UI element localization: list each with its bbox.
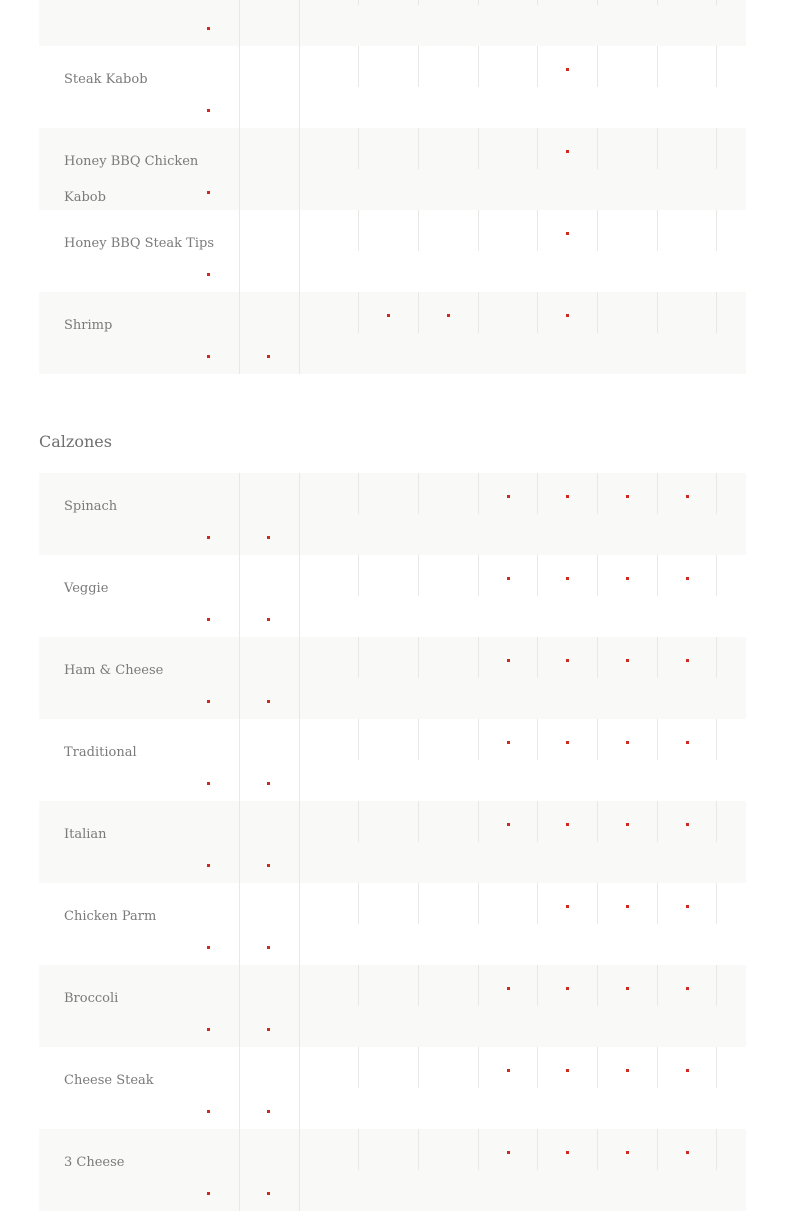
column-divider [418, 719, 419, 760]
table-row [39, 473, 746, 555]
column-divider [537, 801, 538, 842]
column-divider [358, 1129, 359, 1170]
option-marker [267, 782, 270, 785]
item-name: Chicken Parm [64, 909, 157, 924]
column-divider [657, 801, 658, 842]
column-divider [418, 1129, 419, 1170]
column-divider [299, 801, 300, 883]
column-divider [597, 719, 598, 760]
column-divider [478, 0, 479, 5]
column-divider [716, 210, 717, 251]
option-marker [207, 782, 210, 785]
column-divider [299, 0, 300, 46]
table-row [39, 719, 746, 801]
column-divider [597, 210, 598, 251]
column-divider [657, 965, 658, 1006]
option-marker [566, 495, 569, 498]
column-divider [537, 637, 538, 678]
option-marker [566, 314, 569, 317]
column-divider [716, 719, 717, 760]
table-row [39, 555, 746, 637]
option-marker [686, 495, 689, 498]
option-marker [566, 232, 569, 235]
table-row [39, 801, 746, 883]
column-divider [657, 0, 658, 5]
option-marker [686, 987, 689, 990]
column-divider [716, 965, 717, 1006]
option-marker [566, 741, 569, 744]
column-divider [418, 637, 419, 678]
column-divider [418, 883, 419, 924]
column-divider [418, 0, 419, 5]
option-marker [507, 577, 510, 580]
column-divider [239, 965, 240, 1047]
column-divider [239, 128, 240, 210]
column-divider [418, 292, 419, 333]
column-divider [299, 637, 300, 719]
column-divider [418, 1047, 419, 1088]
column-divider [537, 0, 538, 5]
column-divider [418, 555, 419, 596]
option-marker [267, 355, 270, 358]
column-divider [597, 46, 598, 87]
table-row [39, 1129, 746, 1211]
column-divider [358, 555, 359, 596]
column-divider [716, 1047, 717, 1088]
column-divider [657, 883, 658, 924]
option-marker [686, 823, 689, 826]
column-divider [537, 128, 538, 169]
column-divider [239, 555, 240, 637]
column-divider [597, 128, 598, 169]
column-divider [299, 292, 300, 374]
column-divider [358, 210, 359, 251]
option-marker [626, 741, 629, 744]
option-marker [207, 1192, 210, 1195]
option-marker [207, 618, 210, 621]
column-divider [537, 883, 538, 924]
section-title-calzones: Calzones [39, 432, 112, 451]
option-marker [267, 1028, 270, 1031]
column-divider [537, 46, 538, 87]
option-marker [626, 495, 629, 498]
column-divider [418, 801, 419, 842]
option-marker [566, 905, 569, 908]
table-row [39, 128, 746, 210]
item-name: Honey BBQ Chicken Kabob [64, 154, 199, 205]
column-divider [239, 0, 240, 46]
table-row [39, 883, 746, 965]
column-divider [358, 883, 359, 924]
option-marker [626, 1151, 629, 1154]
option-marker [626, 659, 629, 662]
item-name: Traditional [64, 745, 137, 760]
option-marker [267, 700, 270, 703]
column-divider [716, 0, 717, 5]
column-divider [597, 883, 598, 924]
column-divider [239, 46, 240, 128]
option-marker [626, 905, 629, 908]
column-divider [418, 473, 419, 514]
column-divider [537, 719, 538, 760]
column-divider [299, 1129, 300, 1211]
column-divider [478, 473, 479, 514]
item-name: Ham & Cheese [64, 663, 164, 678]
column-divider [597, 473, 598, 514]
option-marker [207, 864, 210, 867]
option-marker [686, 1069, 689, 1072]
column-divider [299, 473, 300, 555]
item-name: Cheese Steak [64, 1073, 154, 1088]
option-marker [207, 191, 210, 194]
column-divider [358, 0, 359, 5]
column-divider [657, 292, 658, 333]
option-marker [686, 659, 689, 662]
option-marker [507, 823, 510, 826]
column-divider [478, 210, 479, 251]
column-divider [239, 473, 240, 555]
column-divider [299, 883, 300, 965]
option-marker [267, 864, 270, 867]
option-marker [686, 741, 689, 744]
column-divider [597, 1129, 598, 1170]
column-divider [299, 555, 300, 637]
column-divider [299, 210, 300, 292]
column-divider [657, 555, 658, 596]
column-divider [418, 128, 419, 169]
table-row [39, 965, 746, 1047]
column-divider [716, 473, 717, 514]
option-marker [267, 946, 270, 949]
column-divider [657, 637, 658, 678]
column-divider [716, 46, 717, 87]
table-row [39, 210, 746, 292]
column-divider [597, 637, 598, 678]
option-marker [626, 1069, 629, 1072]
option-marker [566, 987, 569, 990]
option-marker [267, 536, 270, 539]
option-marker [267, 1110, 270, 1113]
column-divider [537, 1129, 538, 1170]
option-marker [566, 659, 569, 662]
column-divider [537, 1047, 538, 1088]
column-divider [478, 965, 479, 1006]
option-marker [626, 577, 629, 580]
option-marker [207, 1110, 210, 1113]
column-divider [597, 292, 598, 333]
item-name: Veggie [64, 581, 109, 596]
column-divider [239, 292, 240, 374]
column-divider [478, 1129, 479, 1170]
column-divider [418, 965, 419, 1006]
column-divider [358, 46, 359, 87]
column-divider [239, 637, 240, 719]
column-divider [418, 210, 419, 251]
column-divider [358, 965, 359, 1006]
column-divider [597, 555, 598, 596]
column-divider [358, 1047, 359, 1088]
column-divider [537, 473, 538, 514]
column-divider [657, 1129, 658, 1170]
column-divider [716, 555, 717, 596]
column-divider [657, 210, 658, 251]
column-divider [716, 1129, 717, 1170]
column-divider [537, 555, 538, 596]
column-divider [478, 883, 479, 924]
option-marker [507, 1151, 510, 1154]
column-divider [716, 637, 717, 678]
option-marker [207, 700, 210, 703]
column-divider [299, 965, 300, 1047]
column-divider [597, 0, 598, 5]
column-divider [537, 210, 538, 251]
column-divider [597, 965, 598, 1006]
option-marker [207, 1028, 210, 1031]
option-marker [207, 273, 210, 276]
table-row [39, 0, 746, 46]
item-name: Steak Kabob [64, 72, 148, 87]
column-divider [239, 1047, 240, 1129]
column-divider [239, 1129, 240, 1211]
column-divider [537, 965, 538, 1006]
item-name: Broccoli [64, 991, 119, 1006]
column-divider [299, 1047, 300, 1129]
column-divider [597, 1047, 598, 1088]
option-marker [686, 905, 689, 908]
column-divider [358, 292, 359, 333]
column-divider [358, 128, 359, 169]
item-name: 3 Cheese [64, 1155, 125, 1170]
calzone-menu-table [39, 473, 746, 1211]
column-divider [239, 801, 240, 883]
table-row [39, 292, 746, 374]
column-divider [716, 128, 717, 169]
option-marker [566, 150, 569, 153]
option-marker [207, 946, 210, 949]
item-name: Italian [64, 827, 107, 842]
column-divider [239, 883, 240, 965]
column-divider [657, 719, 658, 760]
option-marker [566, 577, 569, 580]
option-marker [387, 314, 390, 317]
column-divider [716, 292, 717, 333]
option-marker [507, 1069, 510, 1072]
column-divider [478, 801, 479, 842]
option-marker [507, 741, 510, 744]
table-row [39, 637, 746, 719]
option-marker [686, 577, 689, 580]
column-divider [239, 719, 240, 801]
column-divider [418, 46, 419, 87]
table-row [39, 1047, 746, 1129]
column-divider [657, 473, 658, 514]
option-marker [207, 27, 210, 30]
table-row [39, 46, 746, 128]
column-divider [358, 637, 359, 678]
option-marker [207, 109, 210, 112]
option-marker [566, 1069, 569, 1072]
option-marker [447, 314, 450, 317]
column-divider [478, 128, 479, 169]
column-divider [358, 473, 359, 514]
option-marker [267, 618, 270, 621]
column-divider [478, 292, 479, 333]
column-divider [478, 719, 479, 760]
option-marker [207, 536, 210, 539]
column-divider [358, 719, 359, 760]
option-marker [566, 68, 569, 71]
column-divider [657, 1047, 658, 1088]
option-marker [507, 987, 510, 990]
column-divider [478, 46, 479, 87]
option-marker [207, 355, 210, 358]
column-divider [478, 1047, 479, 1088]
option-marker [626, 987, 629, 990]
column-divider [657, 46, 658, 87]
item-name: Honey BBQ Steak Tips [64, 236, 215, 251]
kabob-menu-table [39, 0, 746, 374]
column-divider [478, 555, 479, 596]
column-divider [716, 883, 717, 924]
option-marker [686, 1151, 689, 1154]
option-marker [507, 495, 510, 498]
column-divider [239, 210, 240, 292]
column-divider [597, 801, 598, 842]
column-divider [716, 801, 717, 842]
item-name: Shrimp [64, 318, 113, 333]
option-marker [267, 1192, 270, 1195]
column-divider [657, 128, 658, 169]
column-divider [358, 801, 359, 842]
column-divider [299, 128, 300, 210]
option-marker [626, 823, 629, 826]
column-divider [299, 46, 300, 128]
option-marker [566, 1151, 569, 1154]
option-marker [507, 659, 510, 662]
column-divider [299, 719, 300, 801]
item-name: Spinach [64, 499, 118, 514]
column-divider [537, 292, 538, 333]
option-marker [566, 823, 569, 826]
column-divider [478, 637, 479, 678]
